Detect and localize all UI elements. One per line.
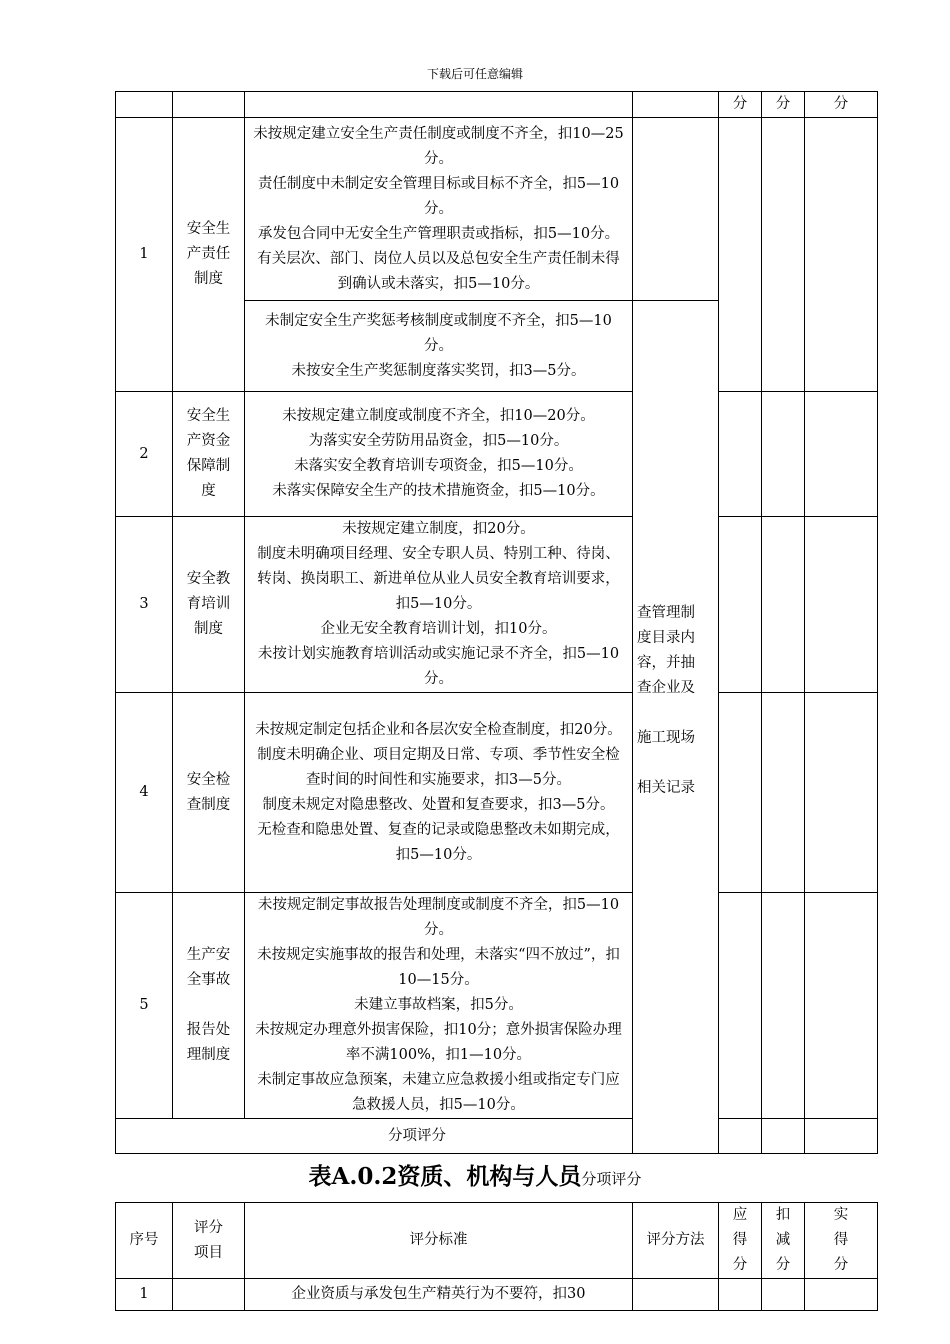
- row-number: 5: [116, 893, 173, 1119]
- table-row: [116, 517, 878, 693]
- row-criteria: 未制定安全生产奖惩考核制度或制度不齐全，扣5—10分。 未按安全生产奖惩制度落实奖罚，扣3—5分。: [245, 301, 633, 392]
- actual-score-cell: [805, 1279, 878, 1311]
- actual-score-header: 分: [805, 92, 878, 118]
- header-criteria: 评分标准: [245, 1203, 633, 1279]
- should-score-header: 分: [719, 92, 762, 118]
- row-criteria: 未按规定制定事故报告处理制度或制度不齐全，扣5—10分。 未按规定实施事故的报告和处理，未落实“四不放过”，扣10—15分。 未建立事故档案，扣5分。 未按规定办理意外损害保险，扣10分；意外损害保险办理率不满100%，扣1—10分。 未制定事故应急预案，未建立应急救援小组或指定专门应急救援人员，扣5—10分。: [245, 893, 633, 1119]
- row-item: 安全生 产责任 制度: [173, 118, 245, 392]
- row-item: 生产安 全事故 报告处 理制度: [173, 893, 245, 1119]
- deduct-score-cell: [762, 693, 805, 893]
- header-deduct-score: 扣 减 分: [762, 1203, 805, 1279]
- deduct-score-cell: [762, 893, 805, 1119]
- row-number: 1: [116, 118, 173, 392]
- table-title-main: 表A.0.2资质、机构与人员: [308, 1163, 582, 1190]
- header-note: 下载后可任意编辑: [426, 67, 523, 81]
- row-item: 安全生 产资金 保障制 度: [173, 392, 245, 517]
- actual-score-cell: [805, 118, 878, 392]
- actual-score-cell: [805, 693, 878, 893]
- should-score-cell: [719, 893, 762, 1119]
- scoring-table-a01: [115, 91, 878, 1154]
- subtotal-label: 分项评分: [116, 1119, 719, 1154]
- row-item: [173, 1279, 245, 1311]
- row-item: 安全教 育培训 制度: [173, 517, 245, 693]
- header-item: 评分 项目: [173, 1203, 245, 1279]
- row-criteria: 企业资质与承发包生产精英行为不要符，扣30: [245, 1279, 633, 1311]
- table-row: [116, 1279, 878, 1311]
- row-criteria: 未按规定建立制度或制度不齐全，扣10—20分。 为落实安全劳防用品资金，扣5—10分。 未落实安全教育培训专项资金，扣5—10分。 未落实保障安全生产的技术措施资金，扣5—10分。: [245, 392, 633, 517]
- no-cell: [116, 92, 173, 118]
- criteria-cell: [245, 92, 633, 118]
- header-should-score: 应 得 分: [719, 1203, 762, 1279]
- method-cell-top: [633, 118, 719, 301]
- header-method: 评分方法: [633, 1203, 719, 1279]
- actual-score-cell: [805, 893, 878, 1119]
- table-row: [116, 1119, 878, 1154]
- table-row: [116, 392, 878, 517]
- header-actual-score: 实 得 分: [805, 1203, 878, 1279]
- row-item: 安全检 查制度: [173, 693, 245, 893]
- row-criteria: 未按规定制定包括企业和各层次安全检查制度，扣20分。 制度未明确企业、项目定期及日常、专项、季节性安全检查时间的时间性和实施要求，扣3—5分。 制度未规定对隐患整改、处置和复查要求，扣3—5分。 无检查和隐患处置、复查的记录或隐患整改未如期完成，扣5—10分。: [245, 693, 633, 893]
- row-number: 1: [116, 1279, 173, 1311]
- deduct-score-cell: [762, 118, 805, 392]
- should-score-cell: [719, 517, 762, 693]
- row-number: 2: [116, 392, 173, 517]
- method-cell: [633, 92, 719, 118]
- table-row: [116, 92, 878, 118]
- table-title-suffix: 分项评分: [581, 1170, 642, 1188]
- scoring-table-a02: [115, 1202, 878, 1311]
- row-number: 3: [116, 517, 173, 693]
- should-score-cell: [719, 693, 762, 893]
- deduct-score-header: 分: [762, 92, 805, 118]
- deduct-score-cell: [762, 1279, 805, 1311]
- item-cell: [173, 92, 245, 118]
- should-score-cell: [719, 1279, 762, 1311]
- deduct-score-cell: [762, 1119, 805, 1154]
- table-row: [116, 893, 878, 1119]
- deduct-score-cell: [762, 517, 805, 693]
- header-no: 序号: [116, 1203, 173, 1279]
- table-row: [116, 118, 878, 301]
- table-row: [116, 693, 878, 893]
- actual-score-cell: [805, 392, 878, 517]
- row-criteria: 未按规定建立安全生产责任制度或制度不齐全，扣10—25分。 责任制度中未制定安全管理目标或目标不齐全，扣5—10分。 承发包合同中无安全生产管理职责或指标，扣5—10分。 有关层次、部门、岗位人员以及总包安全生产责任制未得到确认或未落实，扣5—10分。: [245, 118, 633, 301]
- should-score-cell: [719, 392, 762, 517]
- should-score-cell: [719, 118, 762, 392]
- deduct-score-cell: [762, 392, 805, 517]
- table-header-row: [116, 1203, 878, 1279]
- actual-score-cell: [805, 1119, 878, 1154]
- row-number: 4: [116, 693, 173, 893]
- table-title-a02: [0, 1158, 950, 1191]
- evaluation-method: 查管理制 度目录内 容，并抽 查企业及 施工现场 相关记录: [633, 301, 719, 1154]
- method-cell: [633, 1279, 719, 1311]
- should-score-cell: [719, 1119, 762, 1154]
- actual-score-cell: [805, 517, 878, 693]
- row-criteria: 未按规定建立制度，扣20分。 制度未明确项目经理、安全专职人员、特别工种、待岗、转岗、换岗职工、新进单位从业人员安全教育培训要求，扣5—10分。 企业无安全教育培训计划，扣10分。 未按计划实施教育培训活动或实施记录不齐全，扣5—10分。: [245, 517, 633, 693]
